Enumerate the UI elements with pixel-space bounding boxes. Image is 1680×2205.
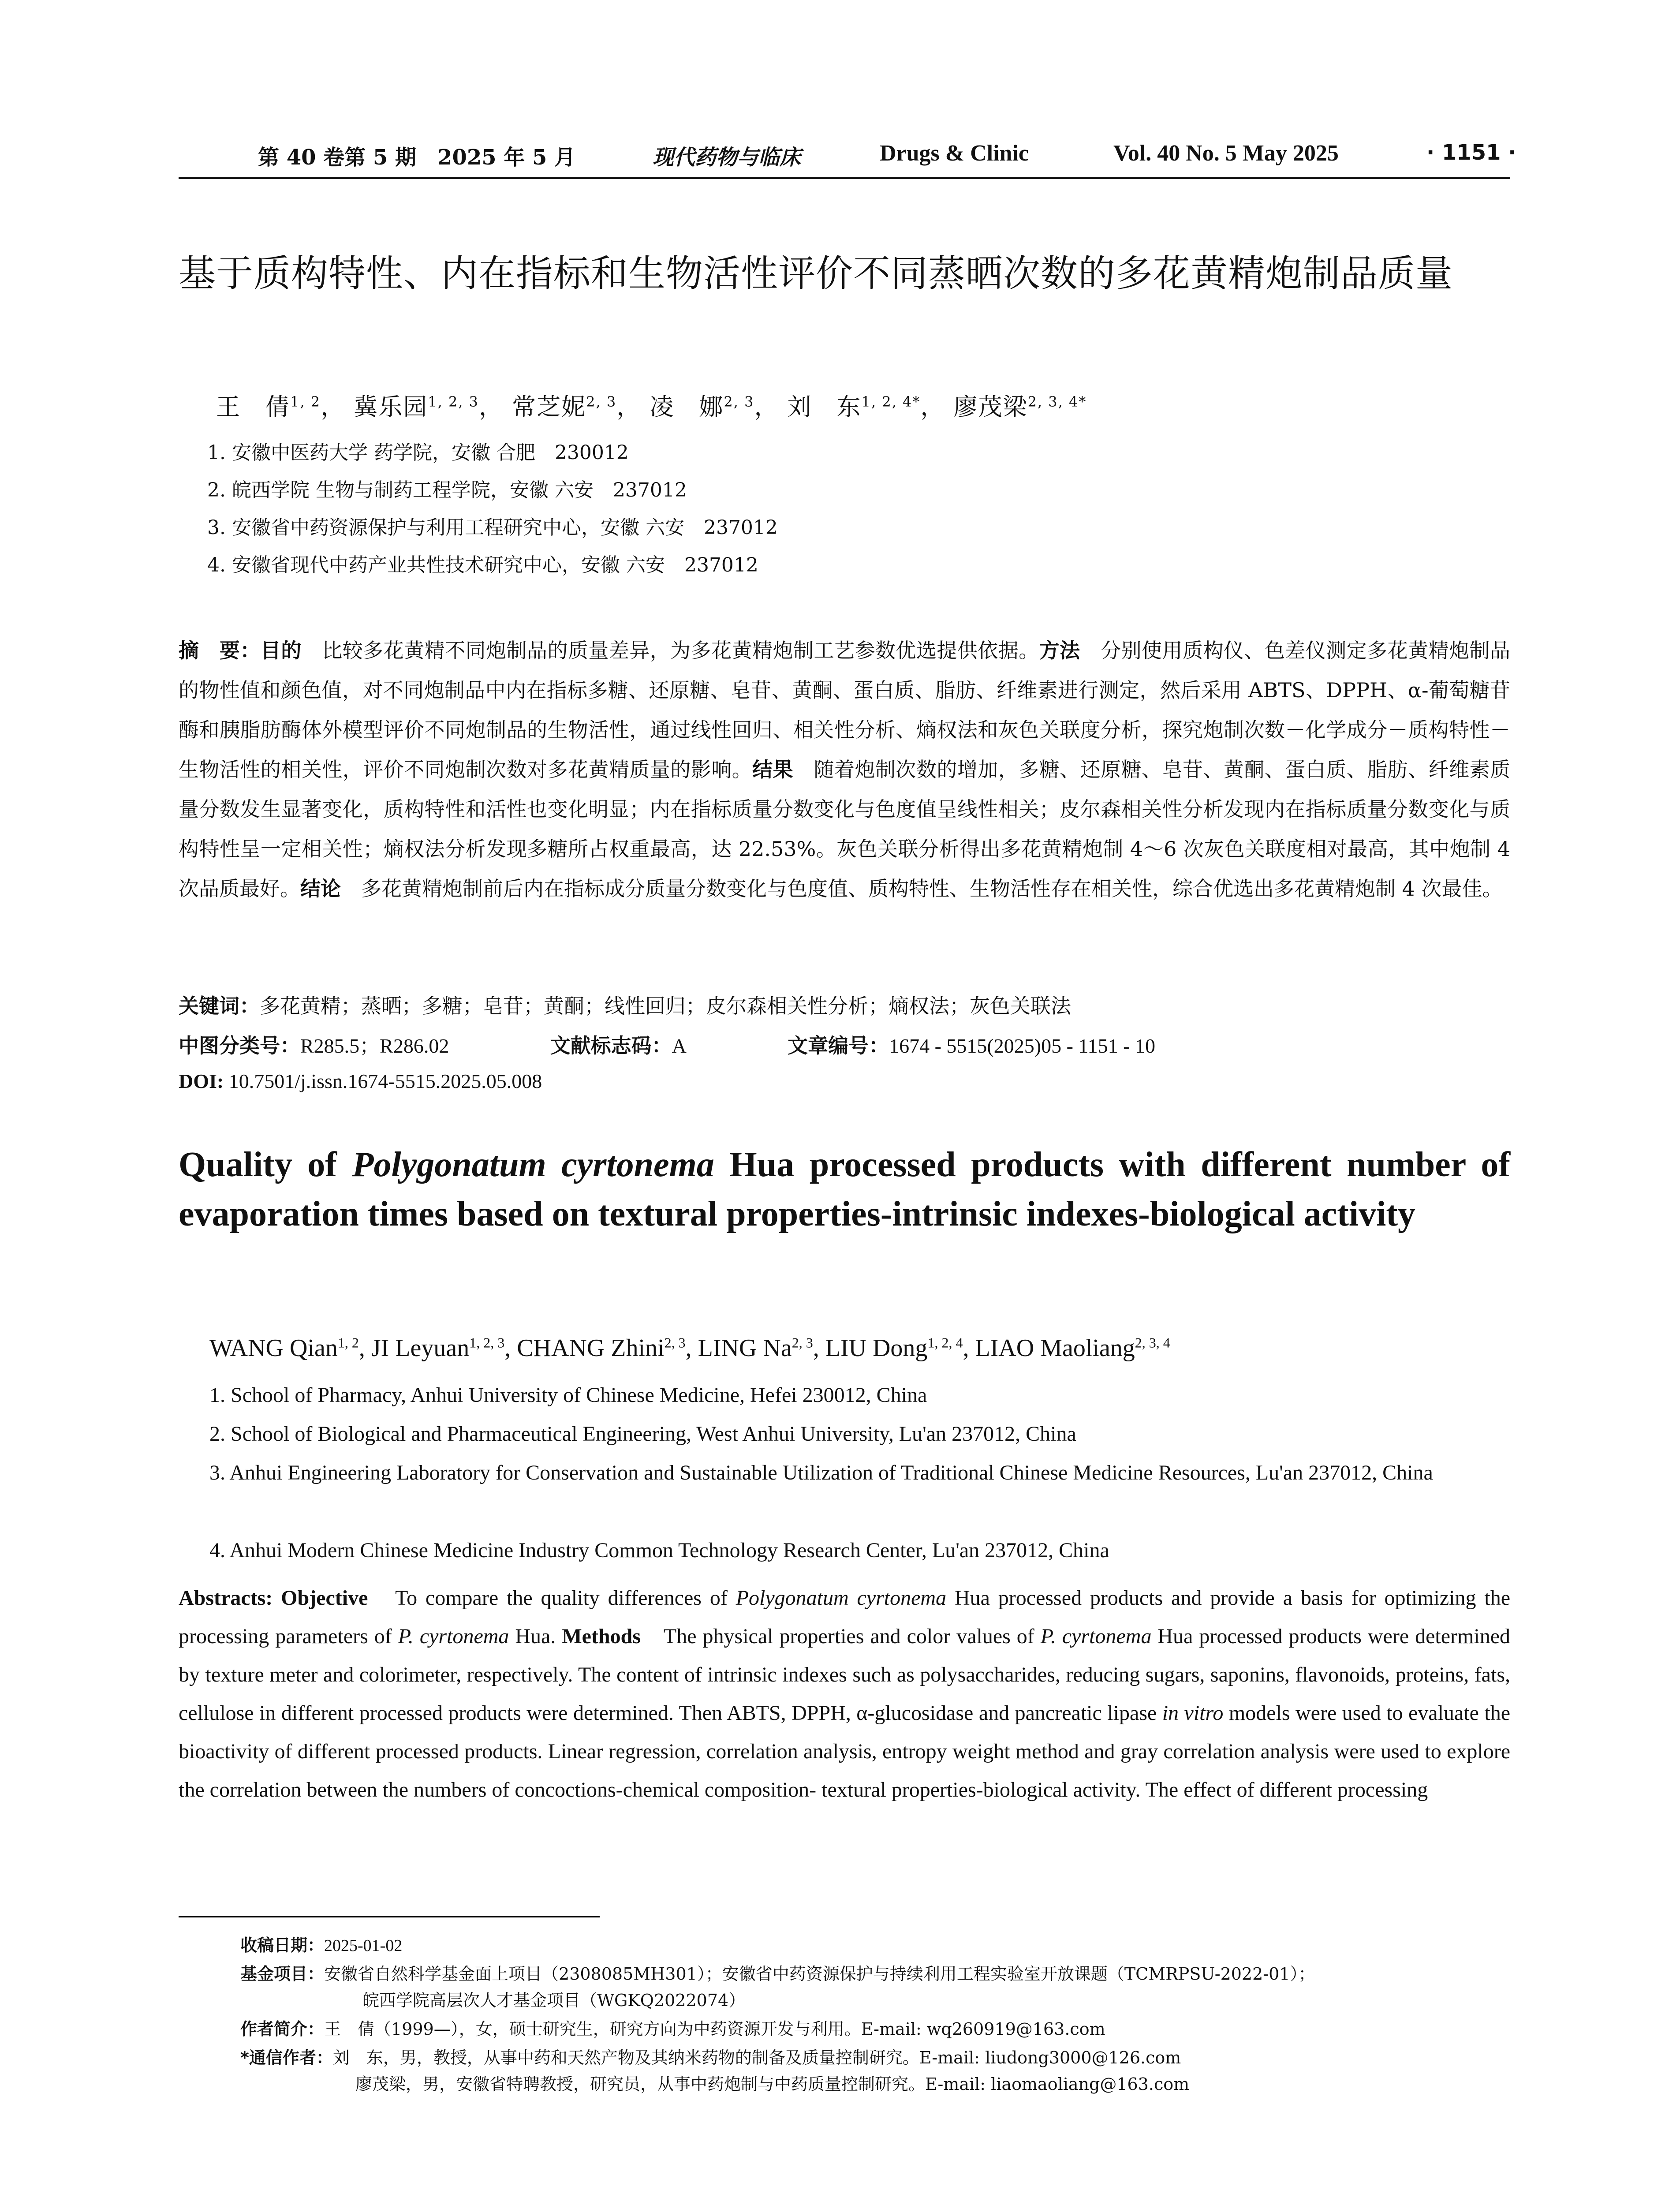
affiliation-en-1: 1. School of Pharmacy, Anhui University of Chinese Medicine, Hefei 230012, China (209, 1383, 927, 1407)
article-number-label: 文章编号： (788, 1034, 889, 1058)
footnote-author-bio (240, 2015, 1105, 2040)
author-affiliation-mark: 2, 3, 4 (1135, 1334, 1170, 1351)
author-name: WANG Qian (209, 1334, 338, 1362)
article-number-value: 1674 - 5515(2025)05 - 1151 - 10 (889, 1035, 1155, 1057)
author-affiliation-mark: 1, 2 (290, 393, 321, 410)
objective-label: 目的 (260, 639, 302, 662)
clc-value: R285.5；R286.02 (300, 1035, 449, 1057)
abstract-en-text: To compare the quality differences of (368, 1586, 736, 1610)
abstract-en-italic: in vitro (1162, 1701, 1224, 1725)
abstract-en-text: Hua processed products and provide a basis for optimizing the processing parameters of (179, 1586, 1511, 1648)
abstract-en-text: Hua processed products were determined by texture meter and colorimeter, respectively. The content of intrinsic indexes such as polysaccharides, reducing sugars, saponins, flavonoids, proteins, fats, cellulose in different processed products were determined. Then ABTS, DPPH, α-glucosidase and pancreatic lipase (179, 1625, 1511, 1725)
abstract-en-text: Hua. (509, 1625, 562, 1648)
abstract-en-text: The physical properties and color values of (641, 1625, 1041, 1648)
header-rule (179, 177, 1510, 179)
keywords-cn (179, 990, 1071, 1019)
author-affiliation-mark: 2, 3 (791, 1334, 813, 1351)
clc-label: 中图分类号： (179, 1034, 300, 1058)
abstract-en-label: Abstracts: Objective (179, 1586, 368, 1610)
header-page-number: · 1151 · (1426, 140, 1516, 165)
running-header (179, 140, 1516, 177)
footnote-text: 刘 东，男，教授，从事中药和天然产物及其纳米药物的制备及质量控制研究。E-mail: liudong3000@126.com (332, 2048, 1181, 2067)
conclusion-text: 多花黄精炮制前后内在指标成分质量分数变化与色度值、质构特性、生物活性存在相关性，综合优选出多花黄精炮制 4 次最佳。 (341, 877, 1503, 901)
keywords-label: 关键词： (179, 994, 260, 1018)
footnote-label: 收稿日期： (240, 1936, 325, 1955)
author-name: 凌 娜 (650, 393, 724, 421)
footnote-fund (240, 1960, 1315, 1984)
affiliation-cn-2: 2. 皖西学院 生物与制药工程学院，安徽 六安 237012 (207, 479, 687, 501)
methods-label: 方法 (1039, 639, 1080, 662)
author-name: 常芝妮 (512, 393, 586, 421)
affiliation-en-3: 3. Anhui Engineering Laboratory for Conservation and Sustainable Utilization of Traditional Chinese Medicine Resources, Lu'an 237012, China (209, 1461, 1433, 1484)
footnote-text: 2025-01-02 (324, 1936, 403, 1955)
methods-text: 分别使用质构仪、色差仪测定多花黄精炮制品的物性值和颜色值，对不同炮制品中内在指标多糖、还原糖、皂苷、黄酮、蛋白质、脂肪、纤维素进行测定，然后采用 ABTS、DPPH、α-葡萄糖苷酶和胰脂肪酶体外模型评价不同炮制品的生物活性，通过线性回归、相关性分析、熵权法和灰色关联度分析，探究炮制次数－化学成分－质构特性－生物活性的相关性，评价不同炮制次数对多花黄精质量的影响。 (179, 639, 1510, 781)
author-name: LIU Dong (825, 1334, 928, 1362)
doi-line (179, 1069, 542, 1093)
methods-en-label: Methods (562, 1625, 641, 1648)
title-en-species: Polygonatum cyrtonema (352, 1145, 714, 1184)
affiliation-en-2: 2. School of Biological and Pharmaceutical Engineering, West Anhui University, Lu'an 237012, China (209, 1422, 1076, 1446)
author-name: JI Leyuan (371, 1334, 470, 1362)
author-affiliation-mark: 1, 2, 3 (469, 1334, 505, 1351)
affiliation-en-4: 4. Anhui Modern Chinese Medicine Industry Common Technology Research Center, Lu'an 237012, China (209, 1539, 1109, 1562)
article-title-en (179, 1140, 1510, 1239)
author-affiliation-mark: 1, 2, 4 (927, 1334, 963, 1351)
footnote-rule (179, 1916, 600, 1917)
affiliation-cn-4: 4. 安徽省现代中药产业共性技术研究中心，安徽 六安 237012 (207, 554, 758, 576)
author-name: 刘 东 (787, 393, 862, 421)
author-name: LIAO Maoliang (975, 1334, 1135, 1362)
header-journal-en: Drugs & Clinic (880, 141, 1029, 166)
footnote-text: 王 倩（1999—），女，硕士研究生，研究方向为中药资源开发与利用。E-mail: wq260919@163.com (324, 2019, 1105, 2039)
doc-code-value: A (672, 1035, 687, 1057)
title-en-part: Hua processed products with different number of evaporation times based on textural properties-intrinsic indexes-biological activity (179, 1145, 1511, 1233)
footnote-text: 安徽省自然科学基金面上项目（2308085MH301）；安徽省中药资源保护与持续利用工程实验室开放课题（TCMRPSU-2022-01）； (324, 1964, 1315, 1984)
article-title-cn: 基于质构特性、内在指标和生物活性评价不同蒸晒次数的多花黄精炮制品质量 (179, 252, 1453, 295)
footnote-label: *通信作者： (240, 2048, 333, 2067)
footnote-corresponding (240, 2044, 1181, 2068)
abstract-label: 摘 要： (179, 639, 261, 662)
objective-text: 比较多花黄精不同炮制品的质量差异，为多花黄精炮制工艺参数优选提供依据。 (301, 639, 1039, 662)
abstract-en (179, 1579, 1510, 1809)
author-affiliation-mark: 2, 3, 4* (1027, 393, 1087, 410)
author-list-en: WANG Qian$^{1, 2}$, JI Leyuan$^{1, 2, 3}$, CHANG Zhini$^{2, 3}$, LING Na$^{2, 3}$, LIU Dong$^{1, 2, 4}$, LIAO Maoliang$^{2, 3, 4}$ (209, 1334, 1170, 1362)
abstract-en-text: models were used to evaluate the bioactivity of different processed products. Linear regression, correlation analysis, entropy weight method and gray correlation analysis were used to explore the correlation between the numbers of concoctions-chemical composition- textural properties-biological activity. The effect of different processing (179, 1701, 1510, 1801)
author-affiliation-mark: 1, 2 (337, 1334, 359, 1351)
abstract-cn (179, 631, 1510, 908)
doi-value: 10.7501/j.issn.1674-5515.2025.05.008 (224, 1070, 542, 1092)
footnote-corresponding-cont: 廖茂梁，男，安徽省特聘教授，研究员，从事中药炮制与中药质量控制研究。E-mail: liaomaoliang@163.com (355, 2074, 1190, 2094)
abstract-en-species: Polygonatum cyrtonema (735, 1586, 947, 1610)
author-affiliation-mark: 2, 3 (664, 1334, 686, 1351)
author-affiliation-mark: 1, 2, 3 (428, 393, 479, 410)
author-name: 冀乐园 (354, 393, 428, 421)
author-name: 王 倩 (216, 393, 290, 421)
footnote-fund-cont: 皖西学院高层次人才基金项目（WGKQ2022074） (362, 1991, 746, 2010)
header-journal-cn: 现代药物与临床 (653, 145, 801, 170)
author-affiliation-mark: 1, 2, 4* (861, 393, 921, 410)
abstract-en-species: P. cyrtonema (398, 1625, 509, 1648)
classification-line (179, 1030, 1155, 1059)
affiliation-cn-1: 1. 安徽中医药大学 药学院，安徽 合肥 230012 (207, 441, 629, 464)
author-name: LING Na (698, 1334, 792, 1362)
footnote-label: 作者简介： (240, 2019, 325, 2039)
author-name: 廖茂梁 (953, 393, 1028, 421)
results-text: 随着炮制次数的增加，多糖、还原糖、皂苷、黄酮、蛋白质、脂肪、纤维素质量分数发生显著变化，质构特性和活性也变化明显；内在指标质量分数变化与色度值呈线性相关；皮尔森相关性分析发现内在指标质量分数变化与质构特性呈一定相关性；熵权法分析发现多糖所占权重最高，达 22.53%。灰色关联分析得出多花黄精炮制 4～6 次灰色关联度相对最高，其中炮制 4 次品质最好。 (179, 758, 1510, 901)
header-issue-cn: 第 40 卷第 5 期 2025 年 5 月 (258, 145, 576, 170)
conclusion-label: 结论 (300, 877, 341, 901)
abstract-en-species: P. cyrtonema (1040, 1625, 1152, 1648)
keywords-text: 多花黄精；蒸晒；多糖；皂苷；黄酮；线性回归；皮尔森相关性分析；熵权法；灰色关联法 (260, 994, 1071, 1018)
doi-label: DOI: (179, 1070, 224, 1092)
results-label: 结果 (752, 758, 794, 781)
footnote-label: 基金项目： (240, 1964, 325, 1984)
author-affiliation-mark: 2, 3 (586, 393, 617, 410)
author-affiliation-mark: 2, 3 (724, 393, 754, 410)
author-list-cn: 王 倩$^{1, 2}$， 冀乐园$^{1, 2, 3}$， 常芝妮$^{2, 3}$， 凌 娜$^{2, 3}$， 刘 东$^{1, 2, 4*}$， 廖茂梁$^{2, 3, 4*}$ (216, 393, 1087, 421)
doc-code-label: 文献标志码： (550, 1034, 672, 1058)
affiliation-cn-3: 3. 安徽省中药资源保护与利用工程研究中心，安徽 六安 237012 (207, 516, 778, 539)
author-name: CHANG Zhini (517, 1334, 665, 1362)
footnote-received (240, 1932, 402, 1956)
title-en-part: Quality of (179, 1145, 352, 1184)
header-issue-en: Vol. 40 No. 5 May 2025 (1113, 141, 1339, 166)
